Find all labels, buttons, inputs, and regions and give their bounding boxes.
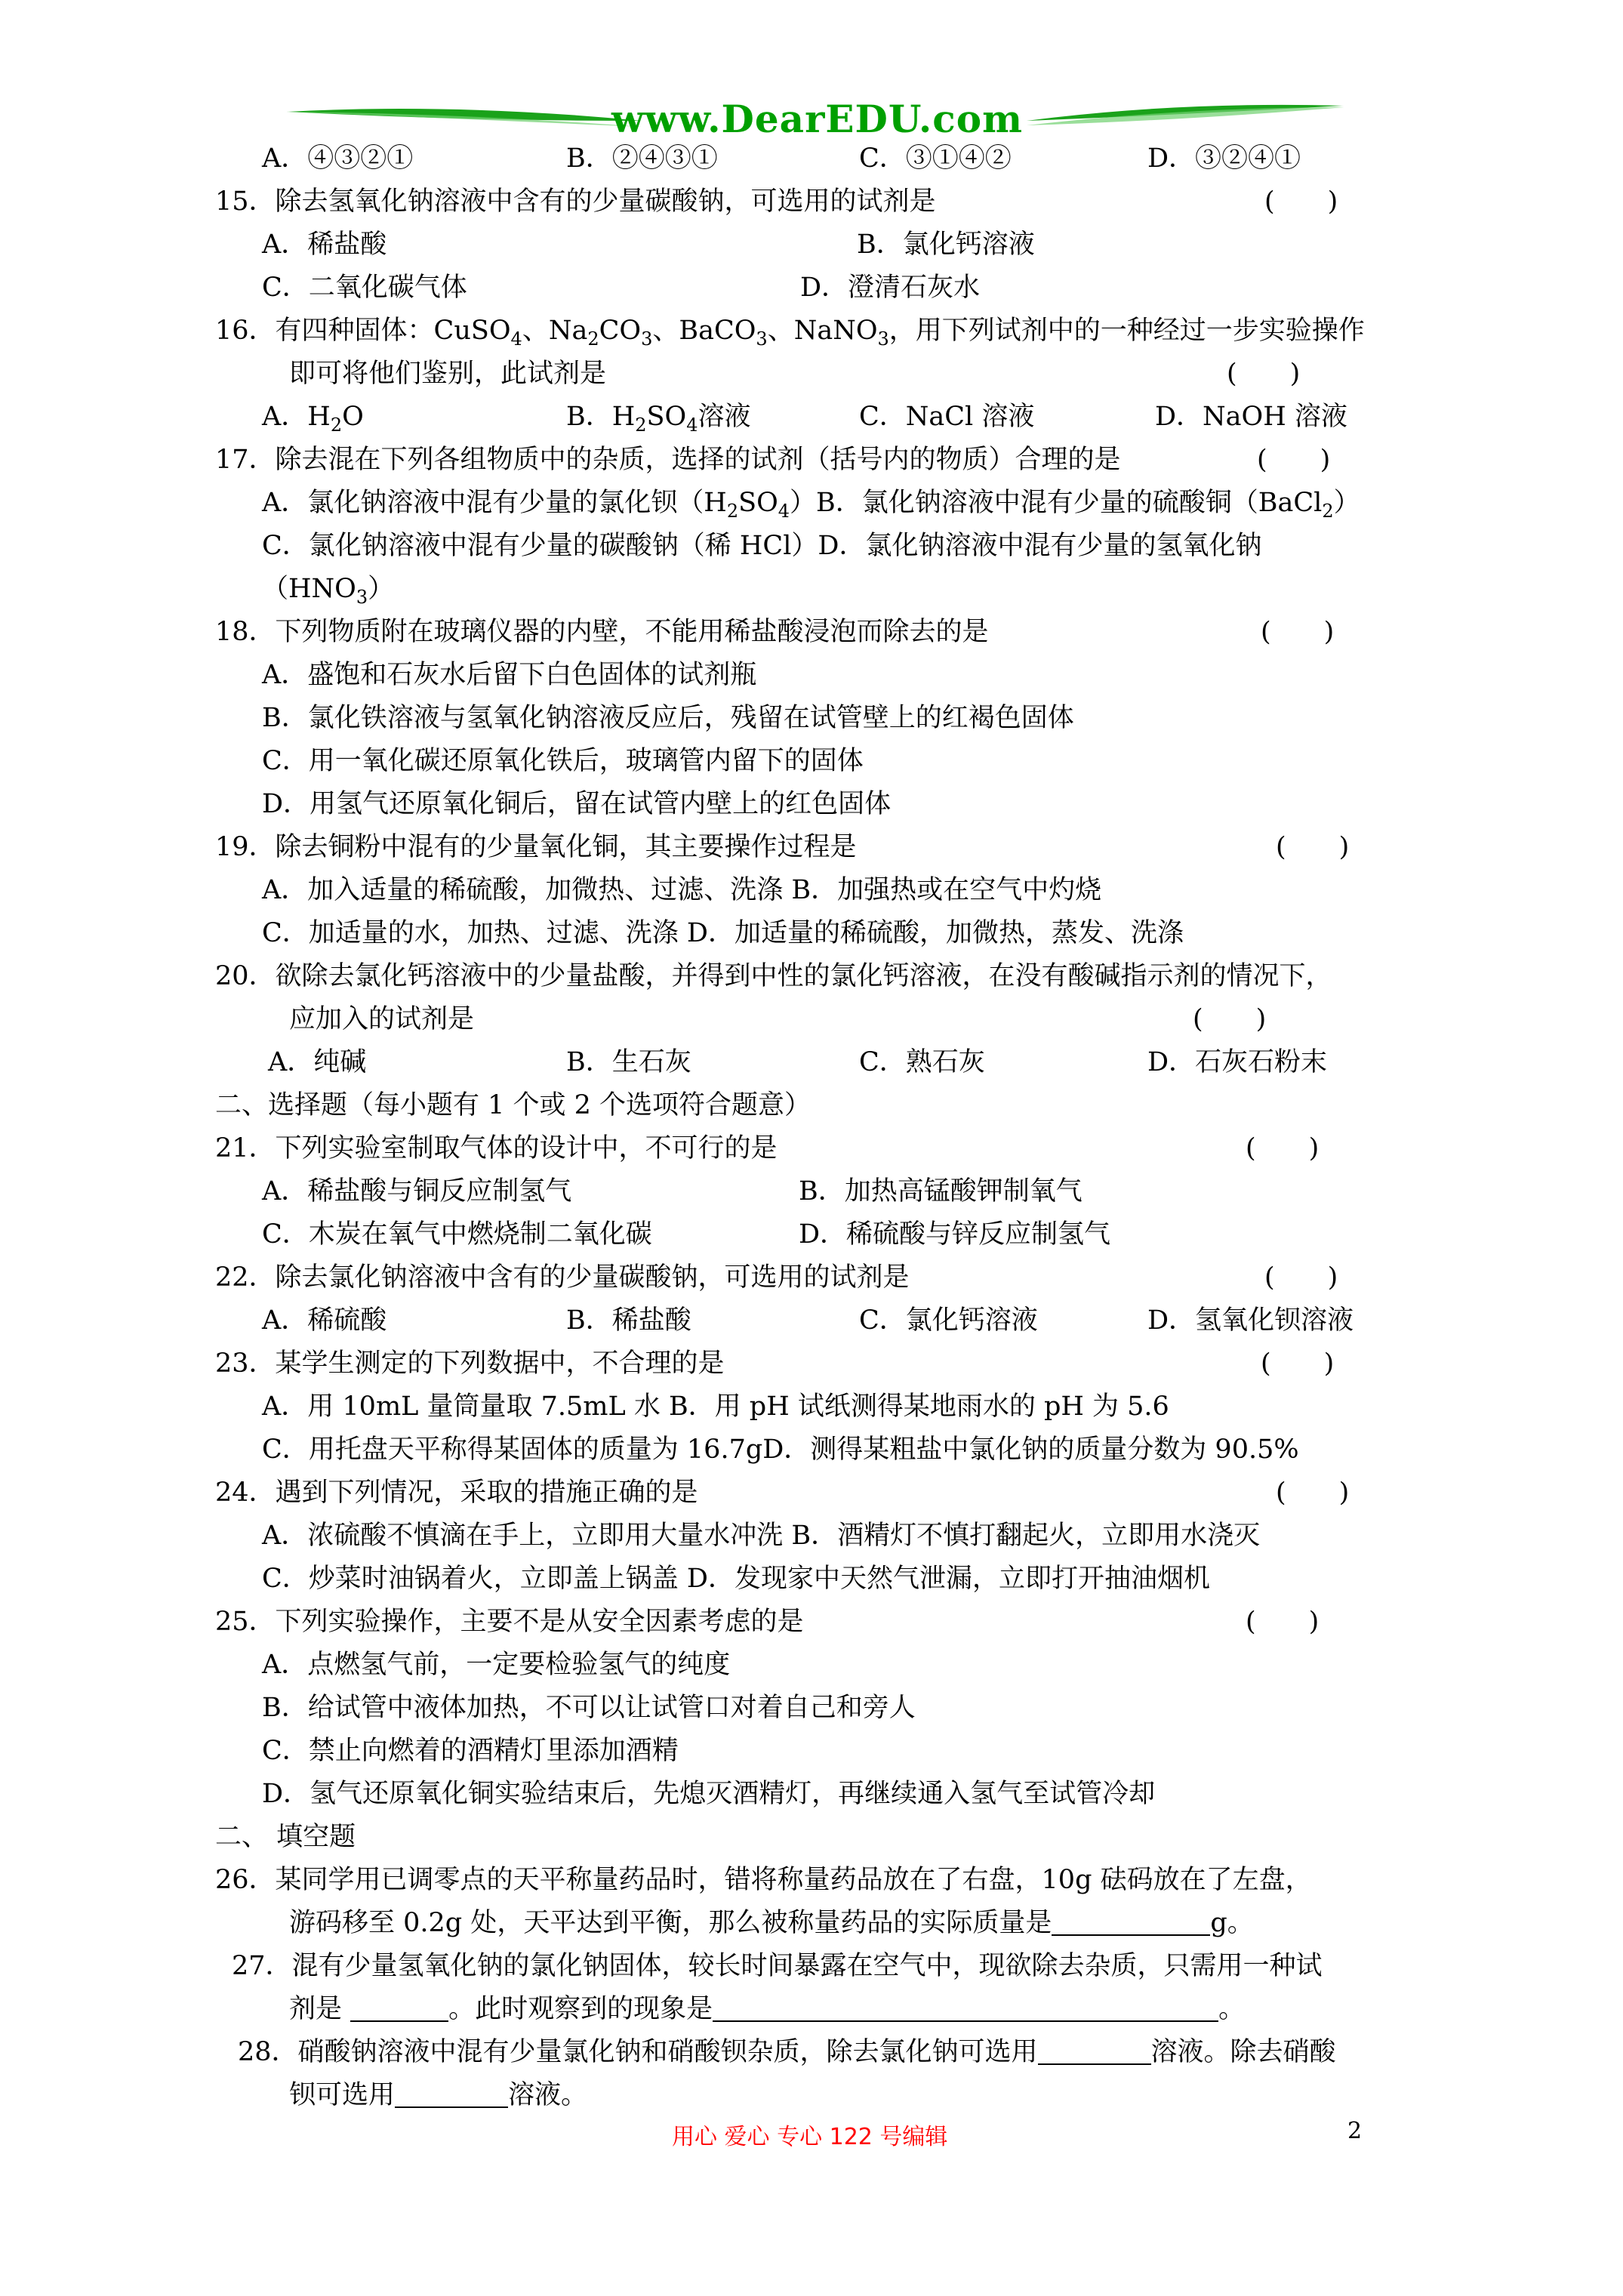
q19-options-row1: A．加入适量的稀硫酸，加微热、过滤、洗涤 B．加强热或在空气中灼烧 [262,875,1102,905]
answer-paren: ( ) [1227,359,1301,389]
exam-page [215,137,1415,2117]
q20-option-c: C．熟石灰 [859,1047,985,1077]
answer-paren: ( ) [1246,1133,1320,1163]
q17-options-row3: $(HNO_3)$ [262,574,395,608]
q22-stem: 22．除去氯化钠溶液中含有的少量碳酸钠，可选用的试剂是 ( ) [215,1256,1415,1299]
q22-options [215,1299,1415,1342]
q25-option-d: D．氢气还原氧化铜实验结束后，先熄灭酒精灯，再继续通入氢气至试管冷却 [262,1779,1156,1809]
q24-options-row1: A．浓硫酸不慎滴在手上，立即用大量水冲洗 B．酒精灯不慎打翻起火，立即用水浇灭 [262,1521,1261,1551]
site-logo-text: www.DearEDU.com [611,97,1024,141]
footer-text: 用心 爱心 专心 122 号编辑 [672,2124,948,2150]
q23-options-row2: C．用托盘天平称得某固体的质量为 16.7gD．测得某粗盐中氯化钠的质量分数为 90.5% [262,1435,1299,1465]
q15-stem: 15．除去氢氧化钠溶液中含有的少量碳酸钠，可选用的试剂是 ( ) [215,180,1415,223]
q23-options-row1: A．用 10mL 量筒量取 7.5mL 水 B．用 pH 试纸测得某地雨水的 pH 为 5.6 [262,1391,1169,1422]
q14-option-c: C．③①④② [859,143,1012,174]
left-swoosh-icon [287,98,642,143]
q27-reagent-blank[interactable] [350,1990,448,2022]
q22-option-a: A．稀硫酸 [262,1305,387,1336]
q17-options-row2: C．氯化钠溶液中混有少量的碳酸钠（稀 HCl）D．氯化钠溶液中混有少量的氢氧化钠 [262,531,1262,561]
q14-option-b: B．②④③① [566,143,718,174]
q20-option-a: A．纯碱 [268,1047,367,1077]
section-heading-choice: 二、选择题（每小题有 1 个或 2 个选项符合题意） [215,1090,812,1120]
q20-options [215,1041,1415,1084]
q15-option-b: B．氯化钙溶液 [857,230,1035,260]
q15-option-c: C．二氧化碳气体 [262,273,467,303]
q16-stem: 16．有四种固体：CuSO$_4$、$Na_2CO_3$、BaCO$_3$、NaNO$_3$，用下列试剂中的一种经过一步实验操作 [215,316,1365,350]
q14-option-a: A．④③②① [262,143,414,174]
q20-option-b: B．生石灰 [566,1047,691,1077]
q23-stem: 23．某学生测定的下列数据中，不合理的是 ( ) [215,1342,1415,1385]
page-footer [0,2118,1623,2156]
q25-option-c: C．禁止向燃着的酒精灯里添加酒精 [262,1736,679,1766]
q16-option-b: B．$H_2SO_4$溶液 [566,402,751,436]
q17-options-row1: A．氯化钠溶液中混有少量的氯化钡$(H_2SO_4)B$．氯化钠溶液中混有少量的硫酸铜（BaCl$_2$） [262,488,1360,522]
section-heading-fill: 二、 填空题 [215,1822,356,1852]
q14-options [215,137,1415,180]
q27-stem: 27．混有少量氢氧化钠的氯化钠固体，较长时间暴露在空气中，现欲除去杂质，只需用一种试 [232,1951,1323,1981]
q24-stem: 24．遇到下列情况，采取的措施正确的是 ( ) [215,1472,1415,1515]
q21-stem: 21．下列实验室制取气体的设计中，不可行的是 ( ) [215,1127,1415,1170]
answer-paren: ( ) [1246,1607,1320,1637]
answer-paren: ( ) [1257,445,1331,475]
q16-option-a: A．$H_2O$ [262,402,364,436]
q15-options-row1 [215,223,1415,267]
q26-stem: 26．某同学用已调零点的天平称量药品时，错将称量药品放在了右盘，10g 砝码放在了左盘， [215,1865,1312,1895]
q16-options [215,396,1415,439]
q25-option-a: A．点燃氢气前，一定要检验氢气的纯度 [262,1650,731,1680]
q21-option-b: B．加热高锰酸钾制氧气 [799,1176,1083,1207]
q18-option-d: D．用氢气还原氧化铜后，留在试管内壁上的红色固体 [262,789,892,819]
q22-option-c: C．氯化钙溶液 [859,1305,1038,1336]
page-number: 2 [1347,2118,1363,2144]
q16-option-d: D．NaOH 溶液 [1155,402,1347,432]
q21-options-row2 [215,1213,1415,1256]
q18-option-a: A．盛饱和石灰水后留下白色固体的试剂瓶 [262,660,757,690]
q26-answer-blank[interactable] [1052,1904,1210,1936]
answer-paren: ( ) [1264,186,1338,217]
q21-options-row1 [215,1170,1415,1213]
q22-option-d: D．氢氧化钡溶液 [1147,1305,1354,1336]
q21-option-c: C．木炭在氧气中燃烧制二氧化碳 [262,1219,652,1250]
q27-phenomenon-blank[interactable] [713,1990,1218,2022]
q17-stem: 17．除去混在下列各组物质中的杂质，选择的试剂（括号内的物质）合理的是 ( ) [215,439,1415,482]
q21-option-a: A．稀盐酸与铜反应制氢气 [262,1176,572,1207]
q28-blank-1[interactable] [1038,2033,1151,2065]
q16-stem-line2: 即可将他们鉴别，此试剂是 ( ) [215,353,1415,396]
q15-option-a: A．稀盐酸 [262,230,387,260]
q28-blank-2[interactable] [395,2076,508,2108]
q18-option-b: B．氯化铁溶液与氢氧化钠溶液反应后，残留在试管壁上的红褐色固体 [262,703,1074,733]
q15-option-d: D．澄清石灰水 [800,273,981,303]
q18-stem: 18．下列物质附在玻璃仪器的内壁，不能用稀盐酸浸泡而除去的是 ( ) [215,611,1415,654]
answer-paren: ( ) [1276,1478,1350,1508]
q26-stem-line2: 游码移至 0.2g 处，天平达到平衡，那么被称量药品的实际质量是 g。 [215,1902,1415,1945]
q21-option-d: D．稀硫酸与锌反应制氢气 [799,1219,1111,1250]
answer-paren: ( ) [1193,1004,1267,1034]
q18-option-c: C．用一氧化碳还原氧化铁后，玻璃管内留下的固体 [262,746,864,776]
answer-paren: ( ) [1261,1348,1335,1379]
answer-paren: ( ) [1264,1262,1338,1293]
q25-stem: 25．下列实验操作，主要不是从安全因素考虑的是 ( ) [215,1601,1415,1644]
q16-option-c: C．NaCl 溶液 [859,402,1035,432]
q19-stem: 19．除去铜粉中混有的少量氧化铜，其主要操作过程是 ( ) [215,826,1415,869]
q22-option-b: B．稀盐酸 [566,1305,691,1336]
q28-stem-line2: 钡可选用 溶液。 [215,2074,1415,2117]
q24-options-row2: C．炒菜时油锅着火，立即盖上锅盖 D．发现家中天然气泄漏，立即打开抽油烟机 [262,1564,1210,1594]
q14-option-d: D．③②④① [1147,143,1301,174]
q19-options-row2: C．加适量的水，加热、过滤、洗涤 D．加适量的稀硫酸，加微热，蒸发、洗涤 [262,918,1184,948]
answer-paren: ( ) [1276,832,1350,862]
q15-options-row2 [215,267,1415,310]
q20-stem-line2: 应加入的试剂是 ( ) [215,998,1415,1041]
q28-stem: 28．硝酸钠溶液中混有少量氯化钠和硝酸钡杂质，除去氯化钠可选用 溶液。除去硝酸 [215,2031,1415,2074]
q20-stem: 20．欲除去氯化钙溶液中的少量盐酸，并得到中性的氯化钙溶液，在没有酸碱指示剂的情况下， [215,961,1332,991]
q25-option-b: B．给试管中液体加热，不可以让试管口对着自己和旁人 [262,1693,916,1723]
q27-stem-line2: 剂是 。此时观察到的现象是 。 [215,1988,1415,2031]
answer-paren: ( ) [1261,617,1335,647]
q20-option-d: D．石灰石粉末 [1147,1047,1328,1077]
right-swoosh-icon [1027,98,1344,143]
